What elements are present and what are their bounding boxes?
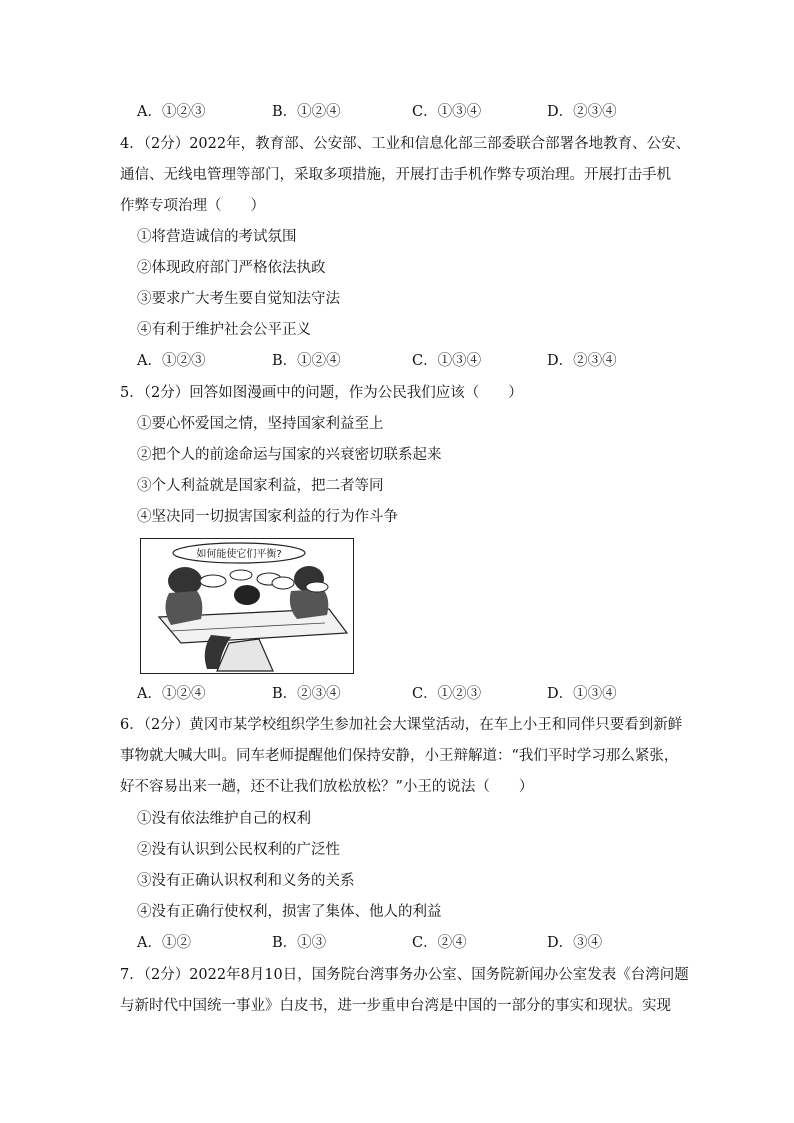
q5-item-1: ①要心怀爱国之情，坚持国家利益至上 <box>137 416 384 432</box>
q6-option-a: A．①② <box>137 935 191 951</box>
q6-option-b: B．①③ <box>272 935 327 951</box>
q4-option-b: B．①②④ <box>272 353 341 369</box>
q5-item-4: ④坚决同一切损害国家利益的行为作斗争 <box>137 509 398 525</box>
q6-item-1: ①没有依法维护自己的权利 <box>137 811 311 827</box>
q4-stem-line-3: 作弊专项治理（ ） <box>120 198 265 214</box>
q5-item-3: ③个人利益就是国家利益，把二者等同 <box>137 478 384 494</box>
q5-option-a: A．①②④ <box>137 686 206 702</box>
q6-options <box>137 933 657 953</box>
q6-item-2: ②没有认识到公民权利的广泛性 <box>137 842 340 858</box>
q3-option-d: D．②③④ <box>547 104 617 120</box>
q4-option-d: D．②③④ <box>547 353 617 369</box>
comic-caption: 如何能使它们平衡? <box>196 549 282 560</box>
center-figure-head <box>234 585 260 605</box>
q6-option-d: D．③④ <box>547 935 603 951</box>
q5-options <box>137 684 657 704</box>
q4-stem-line-1: 4．（2分）2022年，教育部、公安部、工业和信息化部三部委联合部署各地教育、公安、 <box>120 136 691 152</box>
coin <box>200 575 226 587</box>
left-figure-head <box>168 567 202 595</box>
cartoon-image <box>140 538 354 674</box>
coin <box>230 570 252 580</box>
q4-item-2: ②体现政府部门严格依法执政 <box>137 260 326 276</box>
q4-options <box>137 351 657 371</box>
q5-item-2: ②把个人的前途命运与国家的兴衰密切联系起来 <box>137 447 442 463</box>
right-figure-body <box>290 589 328 619</box>
q3-option-c: C．①③④ <box>412 104 482 120</box>
q4-option-a: A．①②③ <box>137 353 206 369</box>
q5-option-c: C．①②③ <box>412 686 482 702</box>
coin <box>272 577 294 589</box>
q4-stem-line-2: 通信、无线电管理等部门，采取多项措施，开展打击手机作弊专项治理。开展打击手机 <box>120 167 671 183</box>
q3-options <box>137 102 657 122</box>
q3-option-b: B．①②④ <box>272 104 341 120</box>
q4-item-3: ③要求广大考生要自觉知法守法 <box>137 291 340 307</box>
q4-item-1: ①将营造诚信的考试氛围 <box>137 229 297 245</box>
q6-item-3: ③没有正确认识权利和义务的关系 <box>137 873 355 889</box>
q6-option-c: C．②④ <box>412 935 467 951</box>
cartoon-drawing <box>141 539 353 673</box>
q6-stem-line-2: 事物就大喊大叫。同车老师提醒他们保持安静，小王辩解道：“我们平时学习那么紧张， <box>120 748 679 764</box>
q4-item-4: ④有利于维护社会公平正义 <box>137 322 311 338</box>
q7-stem-line-2: 与新时代中国统一事业》白皮书，进一步重申台湾是中国的一部分的事实和现状。实现 <box>120 998 671 1014</box>
q6-item-4: ④没有正确行使权利，损害了集体、他人的利益 <box>137 904 442 920</box>
q3-option-a: A．①②③ <box>137 104 206 120</box>
coin <box>306 582 328 592</box>
q4-option-c: C．①③④ <box>412 353 482 369</box>
q6-stem-line-1: 6．（2分）黄冈市某学校组织学生参加社会大课堂活动，在车上小王和同伴只要看到新鲜 <box>120 717 683 733</box>
q6-stem-line-3: 好不容易出来一趟，还不让我们放松放松？”小王的说法（ ） <box>120 779 534 795</box>
q7-stem-line-1: 7．（2分）2022年8月10日，国务院台湾事务办公室、国务院新闻办公室发表《台湾问题 <box>120 967 689 983</box>
q5-option-d: D．①③④ <box>547 686 617 702</box>
q5-stem-line-1: 5．（2分）回答如图漫画中的问题，作为公民我们应该（ ） <box>120 385 523 401</box>
q5-option-b: B．②③④ <box>272 686 341 702</box>
